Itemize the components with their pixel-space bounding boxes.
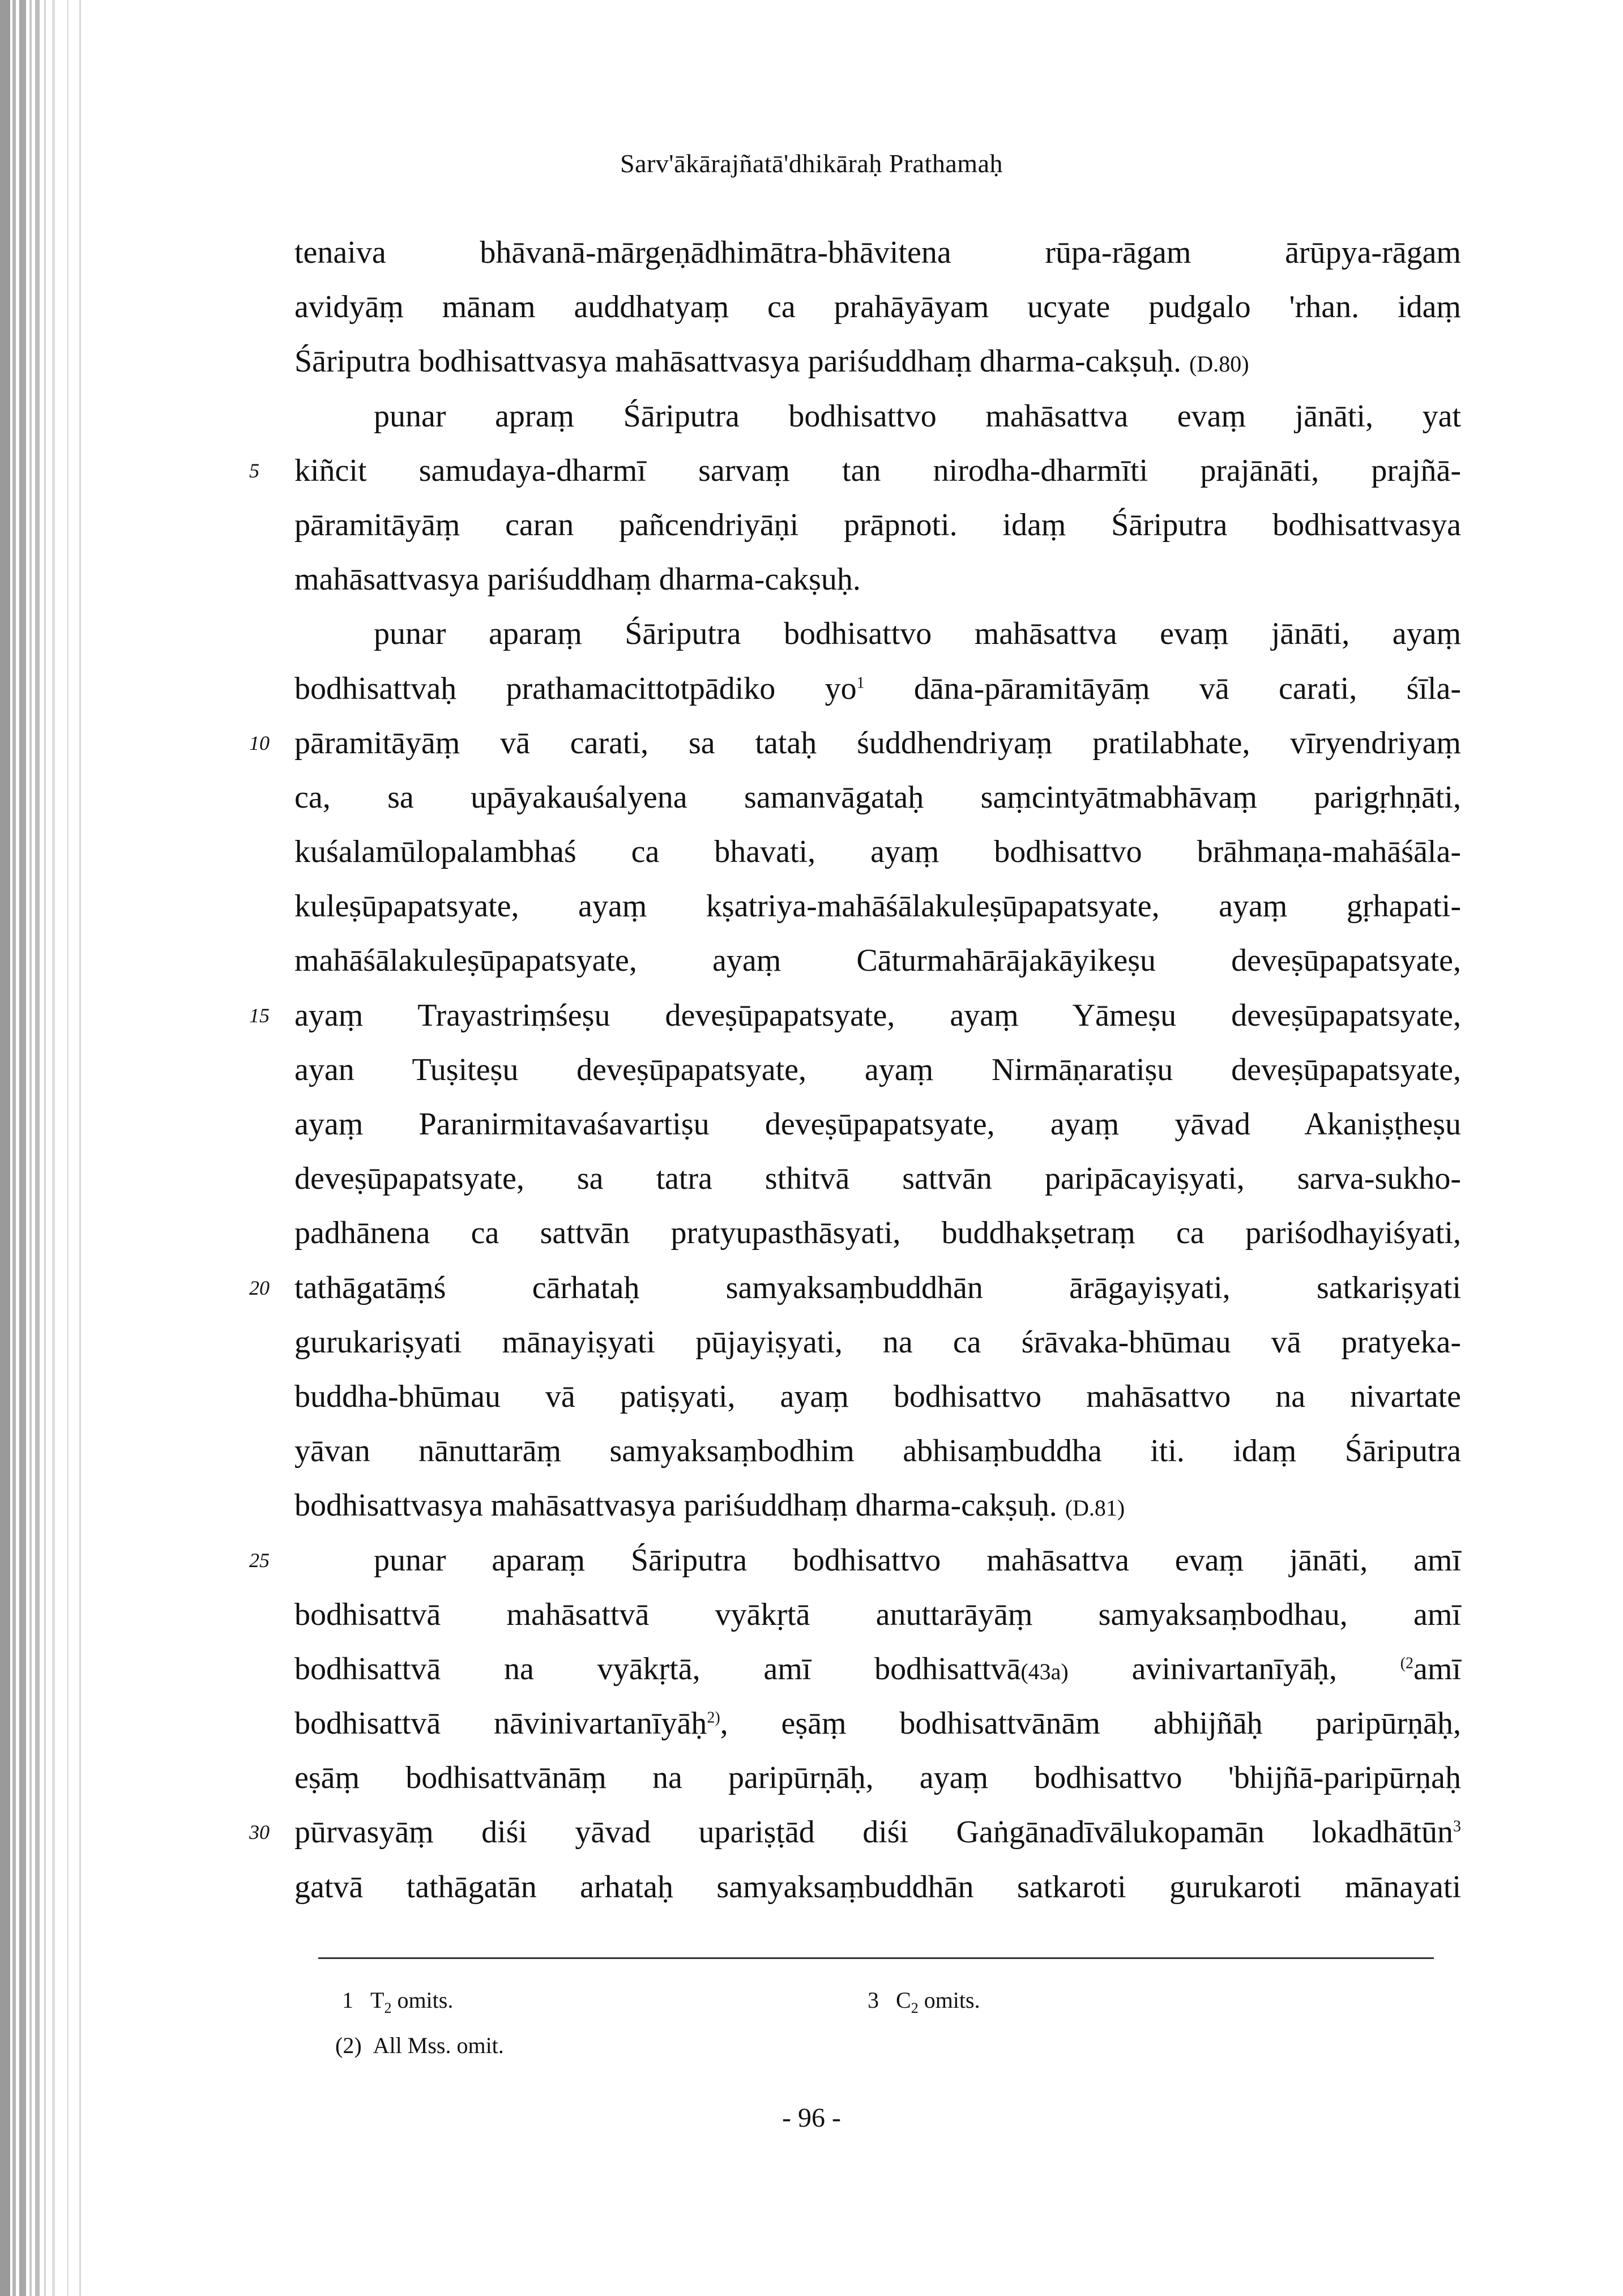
text-line: [294, 1424, 1461, 1478]
line-text: kiñcit samudaya-dharmī sarvaṃ tan nirodha-dharmīti prajānāti, prajñā-: [294, 453, 1461, 488]
line-text: bodhisattvasya mahāsattvasya pariśuddhaṃ dharma-cakṣuḥ.: [294, 1488, 1057, 1523]
text-line: [294, 389, 1461, 443]
footnote-marker: (2: [1400, 1654, 1414, 1672]
line-number: 30: [249, 1821, 270, 1844]
line-number: 5: [249, 459, 259, 482]
line-text: bodhisattvā nāvinivartanīyāḥ: [294, 1706, 707, 1742]
footnote-manuscript: T: [370, 1987, 385, 2013]
line-text: pāramitāyāṃ vā carati, sa tataḥ śuddhendriyaṃ pratilabhate, vīryendriyaṃ: [294, 725, 1461, 761]
text-line: [294, 662, 1461, 716]
text-line: [294, 879, 1461, 933]
line-text: bodhisattvā na vyākṛtā, amī bodhisattvā: [294, 1651, 1021, 1687]
line-text: yāvan nānuttarāṃ samyaksaṃbodhim abhisaṃbuddha iti. idaṃ Śāriputra: [294, 1433, 1461, 1469]
footnote-number: (2): [335, 2033, 362, 2058]
text-line: [294, 280, 1461, 334]
footnote-manuscript-sub: 2: [384, 2000, 392, 2016]
text-line: [294, 1206, 1461, 1260]
footnote-marker: 2): [707, 1709, 720, 1727]
line-text: tathāgatāṃś cārhataḥ samyaksaṃbuddhān ārāgayiṣyati, satkariṣyati: [294, 1270, 1461, 1305]
line-text: gatvā tathāgatān arhataḥ samyaksaṃbuddhān satkaroti gurukaroti mānayati: [294, 1869, 1461, 1905]
line-text: deveṣūpapatsyate, sa tatra sthitvā sattvān paripācayiṣyati, sarva-sukho-: [294, 1161, 1461, 1197]
text-line: [294, 334, 1461, 389]
text-line: [294, 1587, 1461, 1642]
footnote-2: [335, 2032, 504, 2059]
line-text: ayaṃ Paranirmitavaśavartiṣu deveṣūpapatsyate, ayaṃ yāvad Akaniṣṭheṣu: [294, 1107, 1461, 1142]
line-number: 10: [249, 731, 270, 754]
folio-reference: (D.81): [1065, 1495, 1125, 1521]
line-text: mahāsattvasya pariśuddhaṃ dharma-cakṣuḥ.: [294, 562, 861, 598]
line-text: eṣāṃ bodhisattvānāṃ na paripūrṇāḥ, ayaṃ bodhisattvo 'bhijñā-paripūrṇaḥ: [294, 1760, 1461, 1796]
folio-reference: (D.80): [1189, 351, 1249, 377]
footnote-manuscript: C: [896, 1987, 911, 2013]
line-text: avinivartanīyāḥ,: [1068, 1651, 1400, 1687]
footnote-divider: [318, 1957, 1434, 1959]
footnote-3: [868, 1987, 980, 2017]
footnote-text: omits.: [397, 1987, 454, 2013]
line-text: bodhisattvā mahāsattvā vyākṛtā anuttarāyāṃ samyaksaṃbodhau, amī: [294, 1597, 1461, 1632]
text-line: [249, 716, 1461, 770]
text-line: [294, 825, 1461, 879]
line-text: gurukariṣyati mānayiṣyati pūjayiṣyati, na ca śrāvaka-bhūmau vā pratyeka-: [294, 1324, 1461, 1360]
line-text: , eṣāṃ bodhisattvānām abhijñāḥ paripūrṇāḥ,: [720, 1706, 1461, 1742]
line-text: punar aparaṃ Śāriputra bodhisattvo mahāsattva evaṃ jānāti, ayaṃ: [374, 616, 1461, 652]
line-text: kuśalamūlopalambhaś ca bhavati, ayaṃ bodhisattvo brāhmaṇa-mahāśāla-: [294, 834, 1461, 870]
footnote-text: All Mss. omit.: [373, 2033, 504, 2058]
text-line: [294, 498, 1461, 552]
line-text: bodhisattvaḥ prathamacittotpādiko yo: [294, 671, 857, 706]
line-text: ayaṃ Trayastriṃśeṣu deveṣūpapatsyate, ayaṃ Yāmeṣu deveṣūpapatsyate,: [294, 997, 1461, 1033]
line-text: ayan Tuṣiteṣu deveṣūpapatsyate, ayaṃ Nirmāṇaratiṣu deveṣūpapatsyate,: [294, 1052, 1461, 1087]
line-text: buddha-bhūmau vā patiṣyati, ayaṃ bodhisattvo mahāsattvo na nivartate: [294, 1379, 1461, 1414]
line-text: mahāśālakuleṣūpapatsyate, ayaṃ Cāturmahārājakāyikeṣu deveṣūpapatsyate,: [294, 943, 1461, 979]
line-text: ca, sa upāyakauśalyena samanvāgataḥ saṃcintyātmabhāvaṃ parigṛhṇāti,: [294, 779, 1461, 815]
line-text: Śāriputra bodhisattvasya mahāsattvasya pariśuddhaṃ dharma-cakṣuḥ.: [294, 344, 1181, 379]
footnote-manuscript-sub: 2: [911, 2000, 919, 2016]
footnote-marker: 1: [856, 673, 865, 692]
folio-reference: (43a): [1020, 1658, 1069, 1684]
line-text: avidyāṃ mānam auddhatyaṃ ca prahāyāyam ucyate pudgalo 'rhan. idaṃ: [294, 289, 1461, 325]
line-number: 20: [249, 1276, 270, 1299]
text-line: [294, 1751, 1461, 1805]
text-line: [294, 1642, 1461, 1696]
text-line: [294, 1043, 1461, 1097]
footnote-number: 1: [342, 1987, 353, 2013]
footnote-text: omits.: [924, 1987, 980, 2013]
footnote-number: 3: [868, 1987, 879, 2013]
line-text: punar aparaṃ Śāriputra bodhisattvo mahāsattva evaṃ jānāti, amī: [374, 1542, 1461, 1578]
text-line: [294, 933, 1461, 988]
text-line: [294, 1860, 1461, 1914]
running-header: Sarv'ākārajñatā'dhikāraḥ Prathamaḥ: [620, 149, 1003, 178]
footnote-1: [342, 1987, 453, 2017]
text-line: [249, 1261, 1461, 1315]
text-line: [249, 443, 1461, 498]
line-text: tenaiva bhāvanā-mārgeṇādhimātra-bhāvitena rūpa-rāgam ārūpya-rāgam: [294, 235, 1461, 270]
line-text: amī: [1413, 1651, 1462, 1687]
line-text: pāramitāyāṃ caran pañcendriyāṇi prāpnoti. idaṃ Śāriputra bodhisattvasya: [294, 507, 1461, 543]
text-line: [294, 607, 1461, 661]
text-line: [294, 552, 1461, 607]
text-line: [249, 1805, 1461, 1859]
text-line: [294, 770, 1461, 825]
text-line: [294, 1369, 1461, 1424]
line-text: kuleṣūpapatsyate, ayaṃ kṣatriya-mahāśālakuleṣūpapatsyate, ayaṃ gṛhapati-: [294, 889, 1461, 924]
text-line: [249, 988, 1461, 1043]
text-line: [294, 1315, 1461, 1369]
text-line: [294, 1478, 1461, 1533]
text-line: [294, 1696, 1461, 1751]
text-line: [294, 225, 1461, 280]
text-line: [249, 1533, 1461, 1587]
line-number: 25: [249, 1548, 270, 1572]
line-text: padhānena ca sattvān pratyupasthāsyati, buddhakṣetraṃ ca pariśodhayiśyati,: [294, 1215, 1461, 1251]
text-body: [249, 225, 1462, 1914]
text-line: [294, 1151, 1461, 1206]
footnote-marker: 3: [1453, 1817, 1461, 1836]
line-text: punar apraṃ Śāriputra bodhisattvo mahāsattva evaṃ jānāti, yat: [374, 398, 1461, 434]
line-number: 15: [249, 1004, 270, 1027]
line-text: pūrvasyāṃ diśi yāvad upariṣṭād diśi Gaṅgānadīvālukopamān lokadhātūn: [294, 1815, 1453, 1850]
line-text: dāna-pāramitāyāṃ vā carati, śīla-: [864, 671, 1462, 706]
text-line: [294, 1097, 1461, 1151]
page-number: - 96 -: [782, 2103, 841, 2133]
